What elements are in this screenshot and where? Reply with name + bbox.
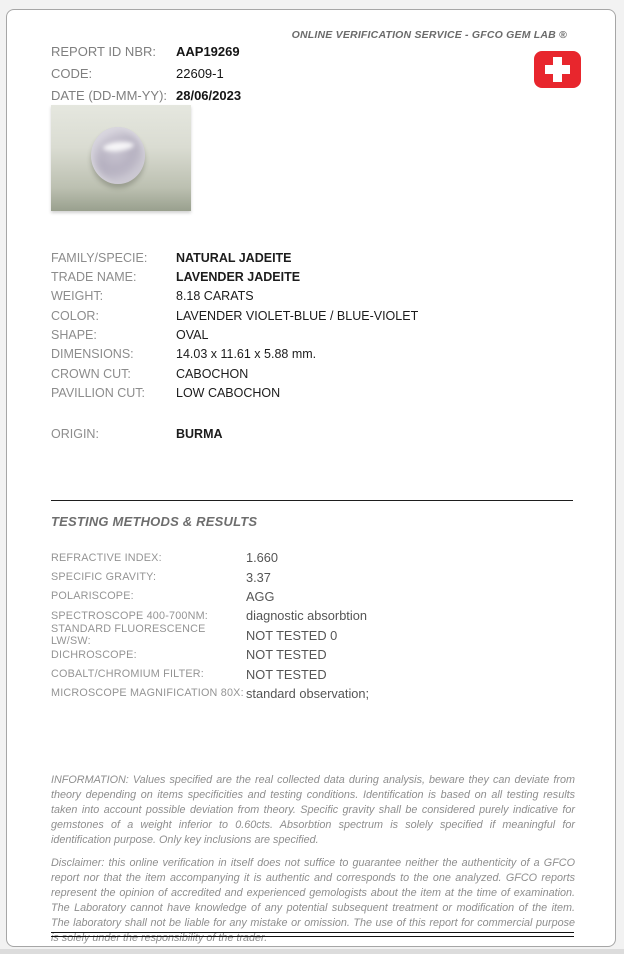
spectroscope-label: SPECTROSCOPE 400-700NM: [51, 609, 209, 622]
report-id-value: AAP19269 [176, 43, 240, 59]
swiss-flag-icon [534, 51, 581, 88]
origin-label: ORIGIN: [51, 426, 99, 441]
field-row-origin [51, 424, 223, 443]
identification-block [51, 248, 418, 403]
field-row-code [51, 62, 241, 84]
testing-results-block [51, 548, 369, 703]
trade-name-label: TRADE NAME: [51, 270, 137, 285]
footer-double-line [51, 932, 574, 937]
pavillion-cut-label: PAVILLION CUT: [51, 386, 146, 401]
microscope-value: standard observation; [246, 685, 370, 701]
dimensions-value: 14.03 x 11.61 x 5.88 mm. [176, 347, 317, 362]
field-row-fluorescence [51, 623, 369, 648]
polariscope-value: AGG [246, 588, 275, 604]
service-title: ONLINE VERIFICATION SERVICE - GFCO GEM LAB ® [291, 29, 567, 41]
report-header-block [51, 40, 241, 106]
field-row-report-id [51, 40, 241, 62]
field-row-cobalt-filter [51, 664, 369, 683]
microscope-label: MICROSCOPE MAGNIFICATION 80X: [51, 687, 244, 700]
field-row-trade-name [51, 267, 418, 286]
certificate-page [6, 9, 616, 947]
trade-name-value: LAVENDER JADEITE [176, 270, 301, 285]
date-value: 28/06/2023 [176, 87, 242, 103]
weight-label: WEIGHT: [51, 289, 104, 304]
pavillion-cut-value: LOW CABOCHON [176, 386, 281, 401]
field-row-weight [51, 287, 418, 306]
shape-label: SHAPE: [51, 328, 97, 343]
specific-gravity-label: SPECIFIC GRAVITY: [51, 571, 157, 584]
field-row-polariscope [51, 587, 369, 606]
fluorescence-label: STANDARD FLUORESCENCE LW/SW: [51, 623, 206, 648]
gemstone-photo [51, 105, 191, 211]
dichroscope-label: DICHROSCOPE: [51, 648, 137, 661]
fluorescence-value: NOT TESTED 0 [246, 627, 338, 643]
field-row-color [51, 306, 418, 325]
information-note: INFORMATION: Values specified are the real collected data during analysis, beware they can deviate from theory depending on items specificities and testing conditions. Identification is based on all testing results taken into account possible deviation from theory. Specific gravity shall be considered purely indicative for gemstones of a weight inferior to 0.60cts. Absorbtion spectrum is solely specified if meaningful for identification purpose. Only key inclusions are specified. [51, 774, 575, 846]
refractive-index-value: 1.660 [246, 550, 279, 566]
field-row-pavillion-cut [51, 383, 418, 402]
gemstone-cabochon [91, 127, 145, 184]
field-row-refractive-index [51, 548, 369, 567]
color-label: COLOR: [51, 308, 99, 323]
field-row-family [51, 248, 418, 267]
origin-block [51, 424, 223, 443]
polariscope-label: POLARISCOPE: [51, 590, 134, 603]
field-row-microscope [51, 684, 369, 703]
weight-value: 8.18 CARATS [176, 289, 254, 304]
section-divider-line [51, 500, 573, 501]
specific-gravity-value: 3.37 [246, 569, 271, 585]
field-row-date [51, 84, 241, 106]
field-row-dichroscope [51, 645, 369, 664]
page-bottom-strip [0, 949, 624, 954]
dimensions-label: DIMENSIONS: [51, 347, 134, 362]
color-value: LAVENDER VIOLET-BLUE / BLUE-VIOLET [176, 308, 419, 323]
code-value: 22609-1 [176, 65, 224, 81]
crown-cut-value: CABOCHON [176, 366, 249, 381]
testing-section-heading: TESTING METHODS & RESULTS [51, 514, 258, 529]
family-value: NATURAL JADEITE [176, 250, 292, 265]
origin-value: BURMA [176, 426, 223, 441]
spectroscope-value: diagnostic absorbtion [246, 608, 367, 624]
cobalt-filter-label: COBALT/CHROMIUM FILTER: [51, 668, 204, 681]
disclaimer-note: Disclaimer: this online verification in itself does not suffice to guarantee neither the authenticity of a GFCO report nor that the item accompanying it is authentic and corresponds to the one analyzed. GFCO reports represent the opinion of accredited and experienced gemologists about the item at the time of examination. The Laboratory cannot have knowledge of any potential subsequent treatment or modification of the item. The laboratory shall not be liable for any mistake or omission. The use of this report for commercial purpose is solely under the responsibility of the trader. [51, 857, 575, 944]
refractive-index-label: REFRACTIVE INDEX: [51, 551, 162, 564]
field-row-specific-gravity [51, 567, 369, 586]
cobalt-filter-value: NOT TESTED [246, 666, 327, 682]
crown-cut-label: CROWN CUT: [51, 366, 131, 381]
code-label: CODE: [51, 65, 93, 81]
date-label: DATE (DD-MM-YY): [51, 87, 168, 103]
dichroscope-value: NOT TESTED [246, 647, 327, 663]
family-label: FAMILY/SPECIE: [51, 250, 148, 265]
swiss-cross-horizontal [545, 65, 570, 74]
field-row-dimensions [51, 345, 418, 364]
field-row-crown-cut [51, 364, 418, 383]
field-row-shape [51, 325, 418, 344]
shape-value: OVAL [176, 328, 209, 343]
report-id-label: REPORT ID NBR: [51, 43, 156, 59]
